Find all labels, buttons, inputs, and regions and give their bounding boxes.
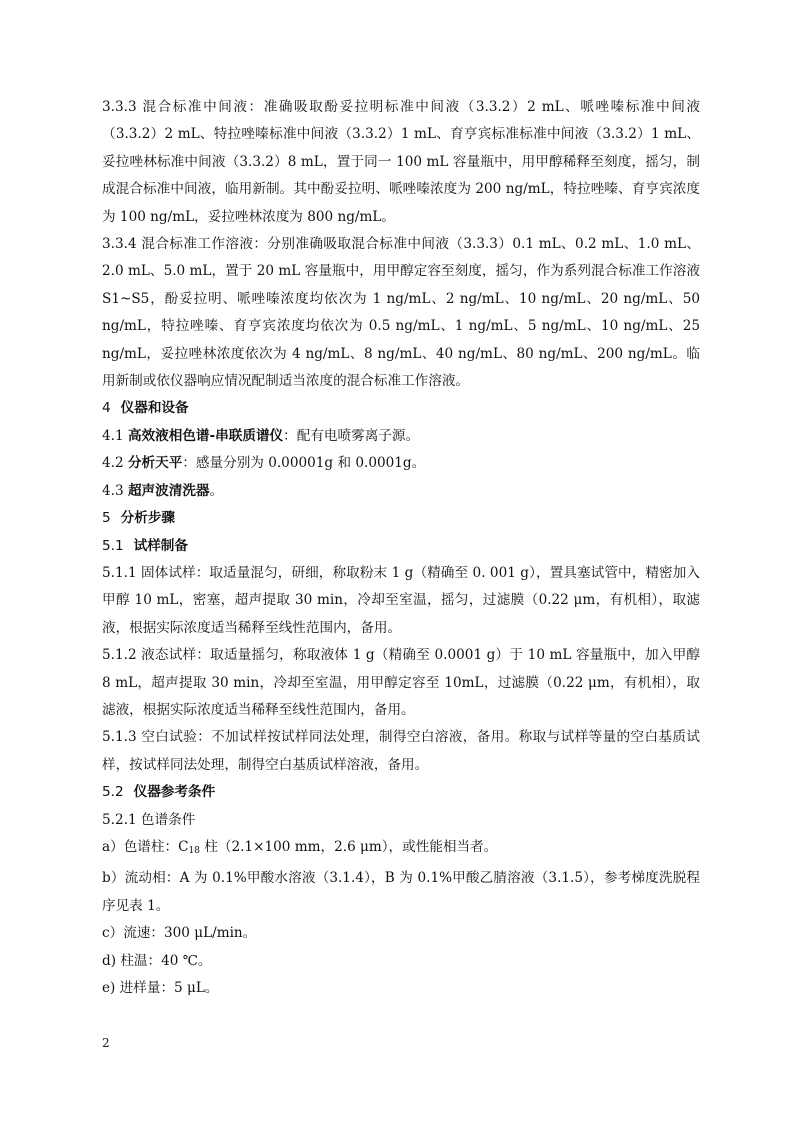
heading-5-2-text: 仪器参考条件 (133, 784, 216, 801)
item-4-3-number: 4.3 (102, 482, 124, 499)
item-4-2-text: ：感量分别为 0.00001g 和 0.0001g。 (182, 455, 426, 472)
item-4-3-term: 超声波清洗器 (127, 482, 210, 499)
item-d-column-temperature: d) 柱温：40 ℃。 (102, 952, 212, 969)
heading-4-number: 4 (102, 400, 111, 417)
item-b-mobile-phase: b）流动相：A 为 0.1%甲酸水溶液（3.1.4），B 为 0.1%甲酸乙腈溶液（3.1.5），参考梯度洗脱程序见表 1。 (102, 870, 700, 914)
heading-5-2-number: 5.2 (102, 784, 124, 801)
heading-5-number: 5 (102, 510, 111, 527)
item-4-1-text: ：配有电喷雾离子源。 (283, 427, 420, 444)
paragraph-4-2 (102, 450, 700, 477)
paragraph-3-3-3: 3.3.3 混合标准中间液：准确吸取酚妥拉明标准中间液（3.3.2）2 mL、哌唑嗪标准中间液（3.3.2）2 mL、特拉唑嗪标准中间液（3.3.2）1 mL、育亨宾标准标准中间液（3.3.2）1 mL、妥拉唑林标准中间液（3.3.2）8 mL，置于同一 100 mL 容量瓶中，用甲醇稀释至刻度，摇匀，制成混合标准中间液，临用新制。其中酚妥拉明、哌唑嗪浓度为 200 ng/mL，特拉唑嗪、育亨宾浓度为 100 ng/mL，妥拉唑林浓度为 800 ng/mL。 (102, 99, 700, 225)
item-4-3-text: 。 (209, 482, 224, 499)
paragraph-3-3-4: 3.3.4 混合标准工作溶液：分别准确吸取混合标准中间液（3.3.3）0.1 mL、0.2 mL、1.0 mL、2.0 mL、5.0 mL，置于 20 mL 容量瓶中，用甲醇定容至刻度，摇匀，作为系列混合标准工作溶液 S1~S5，酚妥拉明、哌唑嗪浓度均依次为 1 ng/mL、2 ng/mL、10 ng/mL、20 ng/mL、50 ng/mL，特拉唑嗪、育亨宾浓度均依次为 0.5 ng/mL、1 ng/mL、5 ng/mL、10 ng/mL、25 ng/mL，妥拉唑林浓度依次为 4 ng/mL、8 ng/mL、40 ng/mL、80 ng/mL、200 ng/mL。临用新制或依仪器响应情况配制适当浓度的混合标准工作溶液。 (102, 236, 700, 390)
item-4-1-number: 4.1 (102, 427, 124, 444)
paragraph-4-1 (102, 423, 700, 450)
paragraph-5-2-1: 5.2.1 色谱条件 (102, 811, 196, 828)
heading-5 (102, 505, 700, 532)
item-4-2-term: 分析天平 (127, 455, 183, 472)
item-a-column (102, 834, 700, 865)
heading-5-1 (102, 533, 700, 560)
item-4-1-term: 高效液相色谱-串联质谱仪 (127, 427, 284, 444)
heading-5-1-text: 试样制备 (133, 537, 188, 554)
item-a-subscript: 18 (188, 845, 200, 856)
heading-5-1-number: 5.1 (102, 537, 124, 554)
heading-4 (102, 395, 700, 422)
paragraph-5-1-3: 5.1.3 空白试验：不加试样按试样同法处理，制得空白溶液，备用。称取与试样等量的空白基质试样，按试样同法处理，制得空白基质试样溶液，备用。 (102, 729, 700, 773)
paragraph-4-3 (102, 478, 700, 505)
paragraph-5-1-1: 5.1.1 固体试样：取适量混匀，研细，称取粉末 1 g（精确至 0. 001 g），置具塞试管中，精密加入甲醇 10 mL，密塞，超声提取 30 min，冷却至室温，摇匀，过滤膜（0.22 μm，有机相），取滤液，根据实际浓度适当稀释至线性范围内，备用。 (102, 564, 700, 636)
heading-5-2 (102, 779, 700, 806)
paragraph-5-1-2: 5.1.2 液态试样：取适量摇匀，称取液体 1 g（精确至 0.0001 g）于 10 mL 容量瓶中，加入甲醇 8 mL，超声提取 30 min，冷却至室温，用甲醇定容至 10mL，过滤膜（0.22 μm，有机相），取滤液，根据实际浓度适当稀释至线性范围内，备用。 (102, 647, 700, 718)
item-a-suffix: 柱（2.1×100 mm，2.6 μm），或性能相当者。 (199, 838, 498, 855)
item-4-2-number: 4.2 (102, 455, 124, 472)
heading-4-text: 仪器和设备 (120, 400, 189, 417)
heading-5-text: 分析步骤 (120, 510, 176, 527)
item-a-prefix: a）色谱柱：C (102, 838, 189, 855)
page-content (102, 94, 700, 1002)
item-e-injection-volume: e) 进样量：5 μL。 (102, 980, 219, 996)
page-number: 2 (102, 1036, 110, 1050)
item-c-flow-rate: c）流速：300 μL/min。 (102, 925, 257, 942)
